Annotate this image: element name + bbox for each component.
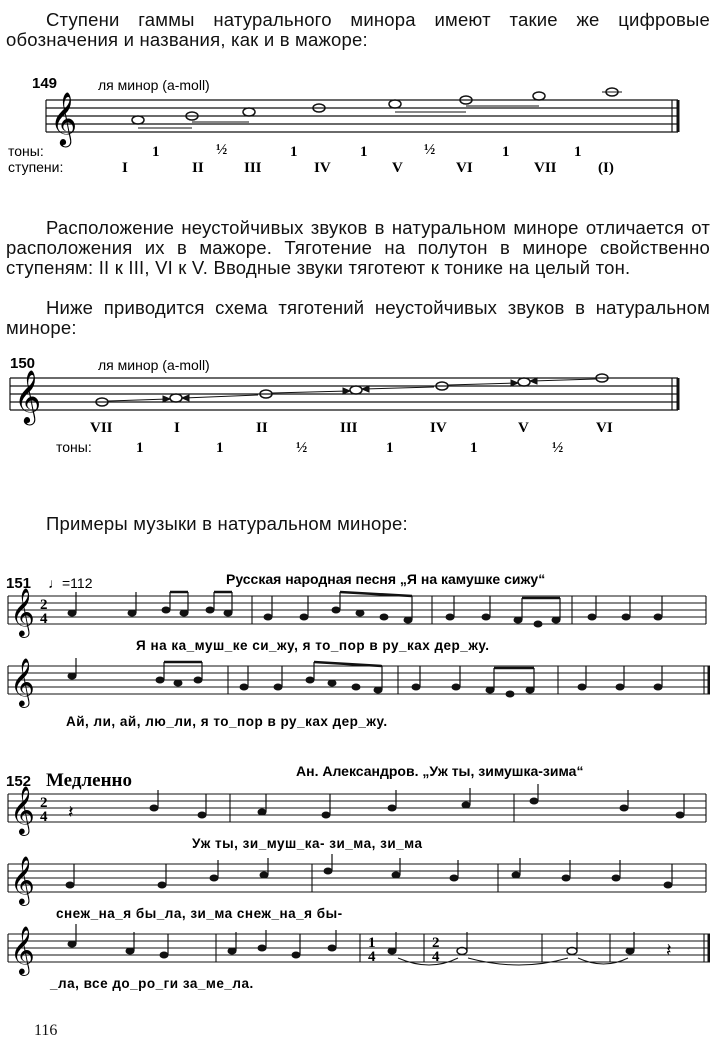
tones-label: тоны: [56, 439, 92, 455]
tone-value: 1 [470, 440, 478, 456]
tempo-marking: ♩=112 [48, 575, 93, 591]
tone-value: 1 [502, 144, 510, 160]
tone-value: ½ [424, 142, 436, 158]
example-152-score [6, 758, 710, 1008]
lyrics-line: Уж ты, зи_муш_ка- зи_ма, зи_ма [192, 836, 423, 851]
paragraph-scheme: Ниже приводится схема тяготений неустойчивых звуков в натуральном миноре: [6, 297, 710, 338]
examples-heading: Примеры музыки в натуральном миноре: [46, 513, 408, 534]
example-149 [6, 72, 710, 182]
example-151 [6, 566, 710, 736]
treble-clef-icon: 𝄞 [10, 855, 35, 904]
example-number: 149 [32, 75, 58, 92]
quarter-rest-icon: 𝄽 [666, 940, 672, 961]
step-numeral: IV [430, 420, 447, 436]
lyrics-line: Я на ка_муш_ке си_жу, я то_пор в ру_ках дер_жу. [136, 638, 490, 653]
note-stems-system2 [74, 854, 672, 885]
source-title: Ан. Александров. „Уж ты, зимушка-зима“ [296, 763, 584, 779]
tone-value: ½ [296, 440, 308, 456]
tones-label: тоны: [8, 143, 44, 159]
staff-lines [8, 934, 710, 962]
quarter-rest-icon: 𝄽 [68, 802, 74, 823]
time-signature-change-bottom: 4 [432, 949, 440, 965]
example-149-staff [6, 72, 710, 182]
example-151-score [6, 566, 710, 736]
tendency-arrows [108, 378, 596, 402]
step-numeral: V [518, 420, 529, 436]
step-numeral: VII [534, 160, 557, 176]
time-signature-change-bottom: 4 [368, 949, 376, 965]
key-title: ля минор (a-moll) [98, 77, 210, 93]
tempo-marking: Медленно [46, 770, 132, 791]
step-numeral: IV [314, 160, 331, 176]
arrow-icon [530, 378, 537, 384]
tone-value: 1 [152, 144, 160, 160]
source-title: Русская народная песня „Я на камушке сижу“ [226, 571, 546, 587]
treble-clef-icon: 𝄞 [50, 91, 78, 145]
treble-clef-icon: 𝄞 [10, 785, 35, 834]
step-numeral: V [392, 160, 403, 176]
time-signature-change-top: 2 [432, 935, 440, 951]
step-numeral: VII [90, 420, 113, 436]
time-signature-top: 2 [40, 795, 48, 811]
example-number: 152 [6, 773, 32, 790]
example-152 [6, 758, 710, 1008]
treble-clef-icon: 𝄞 [14, 369, 42, 423]
note-stems-system3 [76, 924, 634, 955]
arrow-icon [343, 388, 350, 394]
lyrics-line: _ла, все до_ро_ги за_ме_ла. [50, 976, 254, 991]
arrow-icon [511, 380, 518, 386]
tone-value: 1 [574, 144, 582, 160]
note-stems-system1 [158, 784, 684, 815]
tone-value: 1 [136, 440, 144, 456]
step-numeral: VI [456, 160, 473, 176]
step-numeral: VI [596, 420, 613, 436]
lyrics-line: Ай, ли, ай, лю_ли, я то_пор в ру_ках дер_жу. [66, 714, 388, 729]
treble-clef-icon: 𝄞 [10, 587, 35, 636]
paragraph-tendencies: Расположение неустойчивых звуков в натуральном миноре отличается от расположения их в мажоре. Тяготение на полутон в миноре свойственно ступеням: II к III, VI к V. Вводные звуки тяготеют к тонике на целый тон. [6, 217, 710, 278]
example-number: 150 [10, 355, 36, 372]
time-signature-change-top: 1 [368, 935, 376, 951]
step-numeral: II [256, 420, 268, 436]
tone-value: 1 [216, 440, 224, 456]
melody-notes-system3 [68, 941, 635, 959]
treble-clef-icon: 𝄞 [10, 925, 35, 974]
note-stems-system2 [76, 658, 662, 690]
staff-lines [8, 864, 706, 892]
page-number: 116 [34, 1022, 58, 1039]
tone-value: ½ [552, 440, 564, 456]
arrow-icon [362, 386, 369, 392]
tone-value: 1 [360, 144, 368, 160]
arrow-icon [182, 395, 189, 401]
steps-label: ступени: [8, 159, 64, 175]
step-numeral: I [122, 160, 128, 176]
treble-clef-icon: 𝄞 [10, 657, 35, 706]
example-150 [6, 352, 710, 462]
key-title: ля минор (a-moll) [98, 357, 210, 373]
staff-lines [8, 794, 706, 822]
intro-paragraph: Ступени гаммы натурального минора имеют такие же цифровые обозначения и названия, как и в мажоре: [6, 9, 710, 50]
tone-value: ½ [216, 142, 228, 158]
example-150-staff [6, 352, 710, 462]
time-signature-top: 2 [40, 597, 48, 613]
step-numeral: III [340, 420, 358, 436]
arrow-icon [163, 396, 170, 402]
tone-value: 1 [290, 144, 298, 160]
tone-value: 1 [386, 440, 394, 456]
step-numeral: II [192, 160, 204, 176]
time-signature-bottom: 4 [40, 809, 48, 825]
scale-notes [96, 374, 608, 406]
staff-lines [8, 596, 706, 624]
staff-lines [8, 666, 710, 694]
lyrics-line: снеж_на_я бы_ла, зи_ма снеж_на_я бы- [56, 906, 343, 921]
step-numeral: III [244, 160, 262, 176]
scale-notes [132, 88, 618, 124]
example-number: 151 [6, 575, 32, 592]
time-signature-bottom: 4 [40, 611, 48, 627]
step-numeral: (I) [598, 160, 614, 176]
step-numeral: I [174, 420, 180, 436]
